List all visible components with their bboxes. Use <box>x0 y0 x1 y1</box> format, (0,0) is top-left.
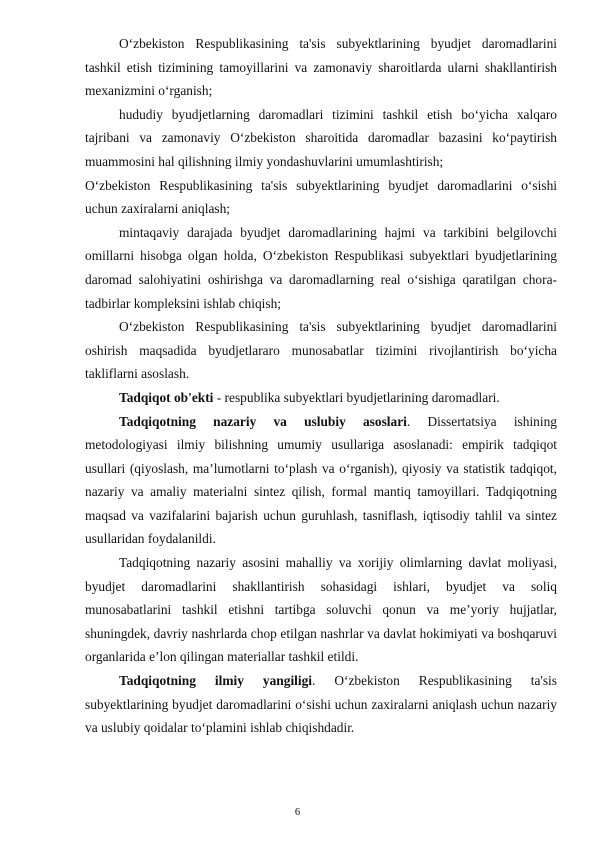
research-object-paragraph <box>85 386 557 410</box>
task-paragraph-4: mintaqaviy darajada byudjet daromadlarining hajmi va tarkibini belgilovchi omillarni hisobga olgan holda, O‘zbekiston Respublikasi subyektlari byudjetlarining daromad salohiyatini oshirishga va daromadlarning real o‘sishiga qaratilgan chora-tadbirlar kompleksini ishlab chiqish; <box>85 224 557 311</box>
page-number: 6 <box>294 807 301 818</box>
document-page <box>85 32 557 740</box>
research-object-label: Tadqiqot ob'ekti <box>119 389 214 405</box>
novelty-paragraph <box>85 669 557 740</box>
task-paragraph-3: O‘zbekiston Respublikasining ta'sis subyektlarining byudjet daromadlarini o‘sishi uchun zaxiralarni aniqlash; <box>85 177 557 217</box>
novelty-text: . O‘zbekiston Respublikasining ta'sis subyektlarining byudjet daromadlarini o‘sishi uchun zaxiralarni aniqlash uchun nazariy va uslubiy qoidalar to‘plamini ishlab chiqishdadir. <box>85 673 557 736</box>
methods-text: . Dissertatsiya ishining metodologiyasi ilmiy bilishning umumiy usullariga asoslanadi: empirik tadqiqot usullari (qiyoslash, ma’lumotlarni to‘plash va o‘rganish), qiyosiy va statistik tadqiqot, nazariy va amaliy materialni sintez qilish, formal mantiq tamoyillari. Tadqiqotning maqsad va vazifalarini bajarish uchun guruhlash, tasniflash, iqtisodiy tahlil va sintez usullaridan foydalanildi. <box>85 413 557 547</box>
novelty-label: Tadqiqotning ilmiy yangiligi <box>119 673 313 689</box>
task-paragraph-5: O‘zbekiston Respublikasining ta'sis subyektlarining byudjet daromadlarini oshirish maqsadida byudjetlararo munosabatlar tizimini rivojlantirish bo‘yicha takliflarni asoslash. <box>85 319 557 382</box>
research-object-text: - respublika subyektlari byudjetlarining daromadlari. <box>213 389 500 405</box>
methods-label: Tadqiqotning nazariy va uslubiy asoslari <box>119 413 407 429</box>
methods-paragraph <box>85 410 557 552</box>
task-paragraph-1: O‘zbekiston Respublikasining ta'sis subyektlarining byudjet daromadlarini tashkil etish tizimining tamoyillarini va zamonaviy sharoitlarda ularni shakllantirish mexanizmini o‘rganish; <box>85 36 557 99</box>
task-paragraph-2: hududiy byudjetlarning daromadlari tizimini tashkil etish bo‘yicha xalqaro tajribani va zamonaviy O‘zbekiston sharoitida daromadlar bazasini ko‘paytirish muammosini hal qilishning ilmiy yondashuvlarini umumlashtirish; <box>85 106 557 169</box>
theoretical-basis-paragraph: Tadqiqotning nazariy asosini mahalliy va xorijiy olimlarning davlat moliyasi, byudjet daromadlarini shakllantirish sohasidagi ishlari, byudjet va soliq munosabatlarini tashkil etishni tartibga soluvchi qonun va me’yoriy hujjatlar, shuningdek, davriy nashrlarda chop etilgan nashrlar va davlat hokimiyati va boshqaruvi organlarida e’lon qilingan materiallar tashkil etildi. <box>85 555 557 665</box>
